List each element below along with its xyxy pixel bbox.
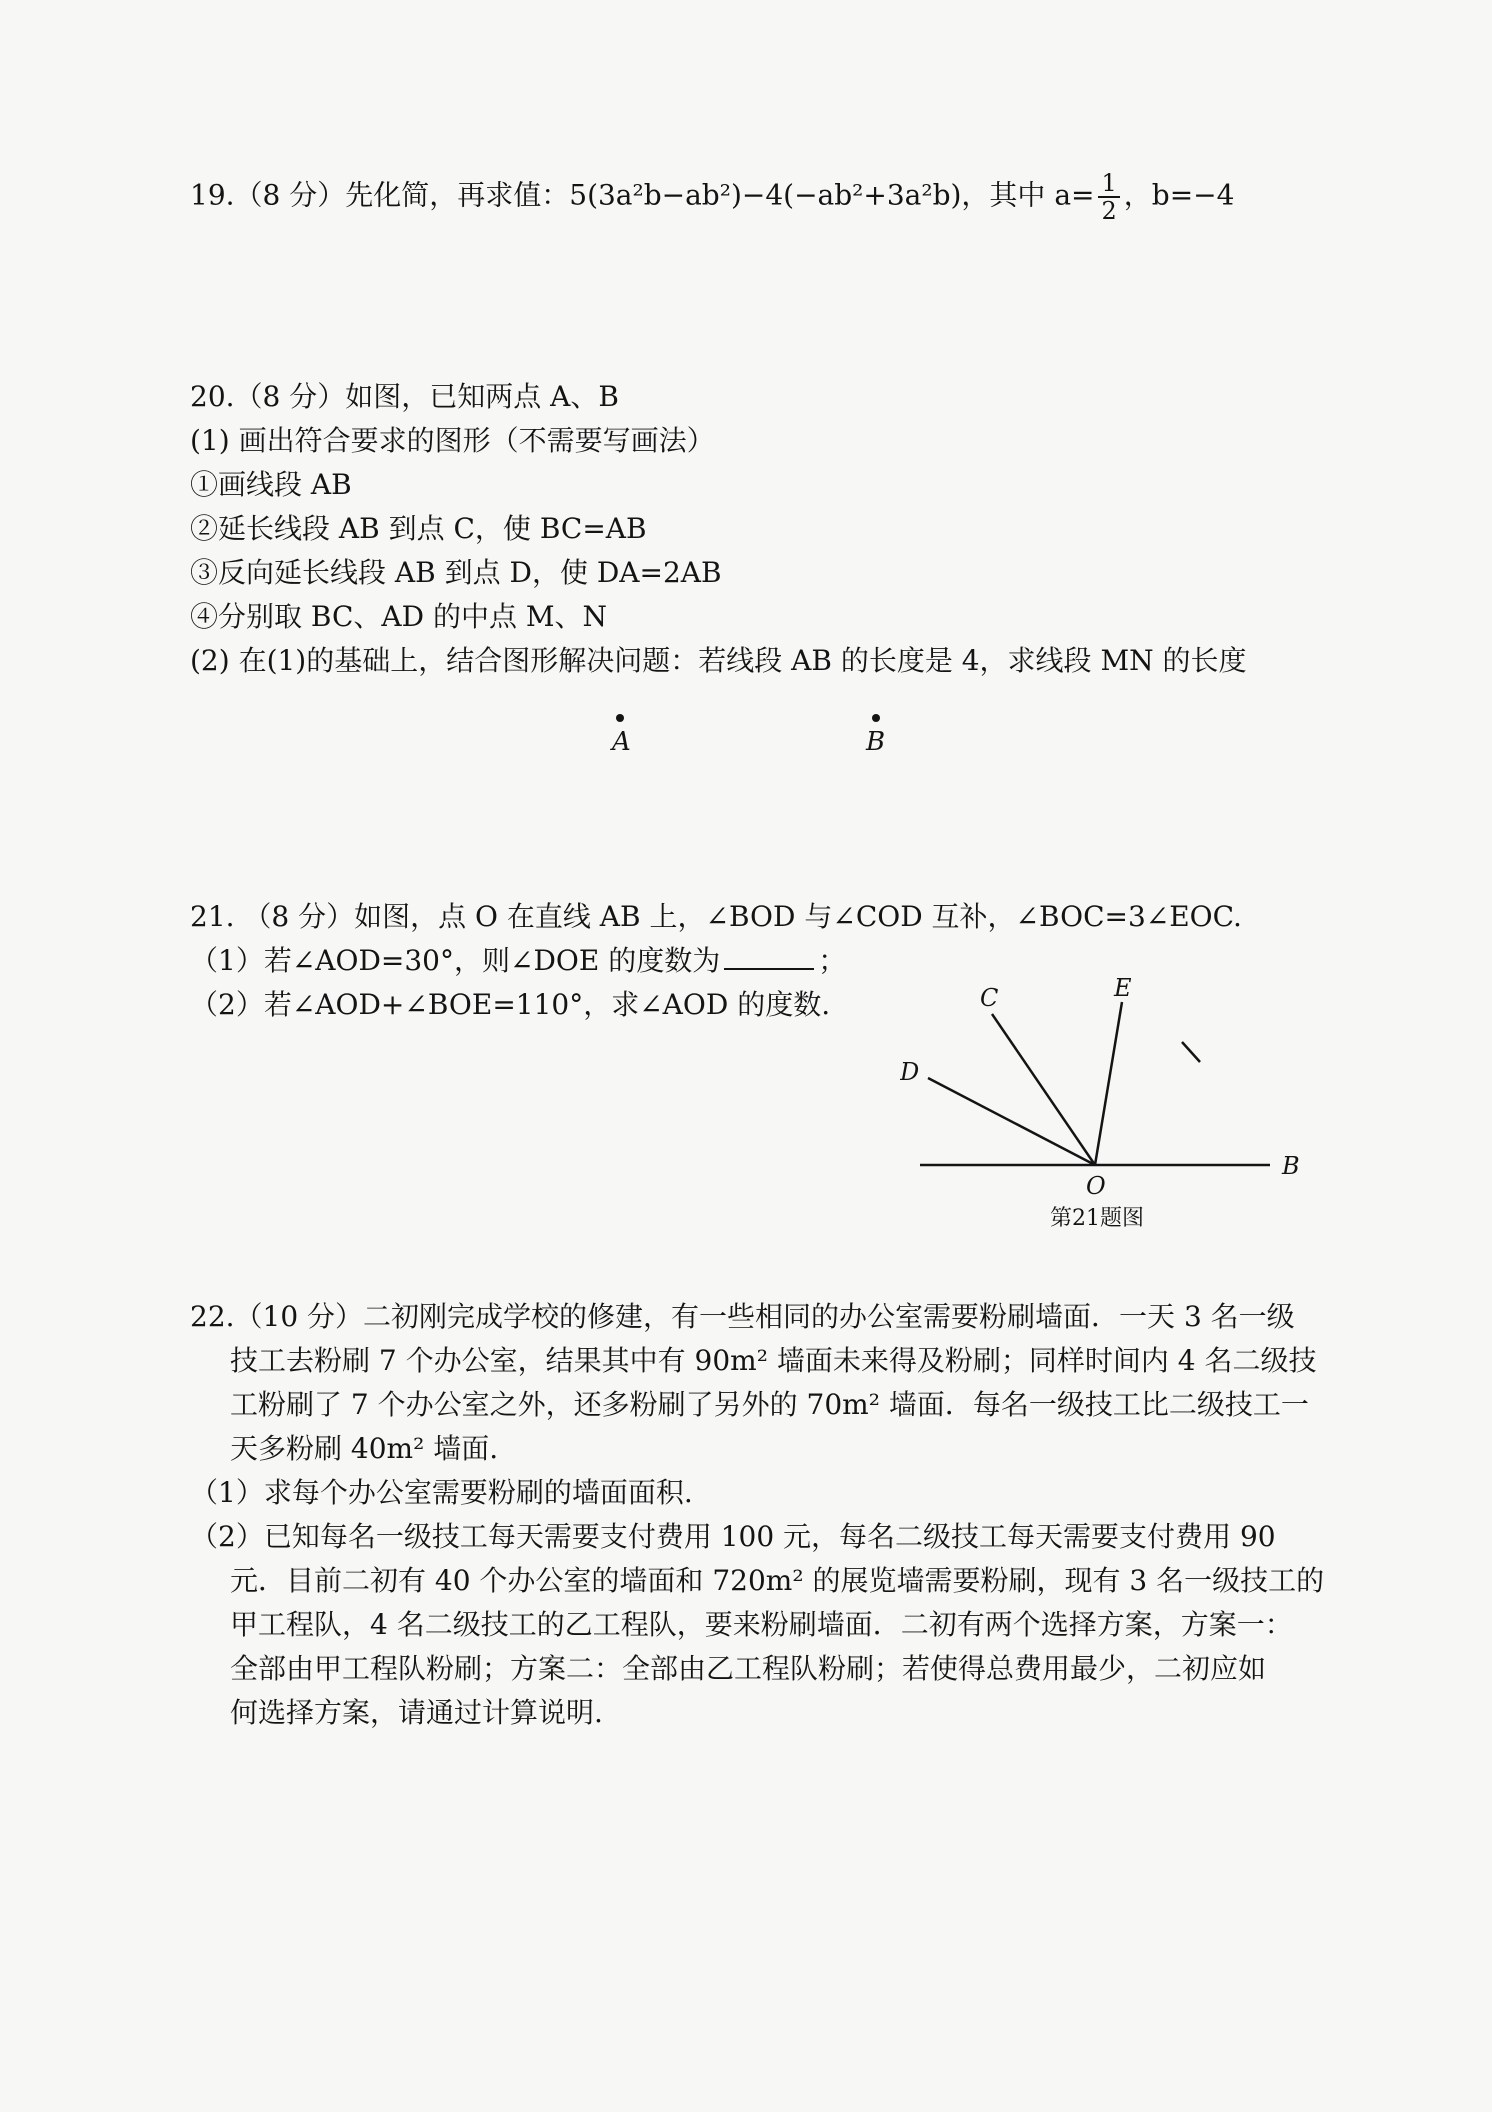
q20-part-2: (2) 在(1)的基础上，结合图形解决问题：若线段 AB 的长度是 4，求线段 MN 的长度 bbox=[190, 644, 1247, 677]
q22-part-2-line-5: 何选择方案，请通过计算说明. bbox=[230, 1696, 603, 1729]
q22-line-3: 工粉刷了 7 个办公室之外，还多粉刷了另外的 70m² 墙面．每名一级技工比二级技工一 bbox=[230, 1388, 1309, 1421]
q20-point-b-label: B bbox=[866, 727, 886, 757]
q20-point-a-label: A bbox=[612, 727, 631, 757]
q22-line-4: 天多粉刷 40m² 墙面. bbox=[230, 1432, 499, 1465]
q20-point-b-dot bbox=[872, 714, 880, 722]
q22-part-2-line-4: 全部由甲工程队粉刷；方案二：全部由乙工程队粉刷；若使得总费用最少，二初应如 bbox=[230, 1652, 1267, 1685]
q19-fraction-denominator: 2 bbox=[1101, 197, 1117, 225]
q19-fraction-numerator: 1 bbox=[1098, 170, 1119, 198]
question-20 bbox=[190, 375, 1340, 683]
q21-label-c: C bbox=[980, 984, 999, 1012]
q22-line-2: 技工去粉刷 7 个办公室，结果其中有 90m² 墙面未来得及粉刷；同样时间内 4 名二级技 bbox=[230, 1344, 1317, 1377]
q21-stray-mark bbox=[1182, 1042, 1200, 1062]
q20-part-1: (1) 画出符合要求的图形（不需要写画法） bbox=[190, 424, 715, 457]
q22-part-2-line-2: 元．目前二初有 40 个办公室的墙面和 720m² 的展览墙需要粉刷，现有 3 名一级技工的 bbox=[230, 1564, 1325, 1597]
q20-point-a-dot bbox=[616, 714, 624, 722]
q21-label-o: O bbox=[1086, 1172, 1106, 1200]
q21-label-b: B bbox=[1282, 1152, 1300, 1180]
q22-part-2-line-1: （2）已知每名一级技工每天需要支付费用 100 元，每名二级技工每天需要支付费用 90 bbox=[190, 1520, 1276, 1553]
q21-ray-oe bbox=[1095, 1002, 1122, 1165]
q19-label: 19.（8 分）先化简，再求值： bbox=[190, 178, 570, 212]
q22-part-1: （1）求每个办公室需要粉刷的墙面面积. bbox=[190, 1476, 693, 1509]
q22-line-1: 22.（10 分）二初刚完成学校的修建，有一些相同的办公室需要粉刷墙面．一天 3 名一级 bbox=[190, 1300, 1295, 1333]
q21-figure bbox=[900, 960, 1340, 1240]
q21-answer-blank bbox=[724, 940, 814, 970]
q20-title: 20.（8 分）如图，已知两点 A、B bbox=[190, 380, 619, 413]
question-22 bbox=[190, 1295, 1340, 1735]
q21-figure-caption: 第21题图 bbox=[1050, 1206, 1144, 1231]
q20-step-1: ①画线段 AB bbox=[190, 468, 352, 501]
q22-part-2-line-3: 甲工程队，4 名二级技工的乙工程队，要来粉刷墙面．二初有两个选择方案，方案一： bbox=[230, 1608, 1293, 1641]
q20-step-3: ③反向延长线段 AB 到点 D，使 DA=2AB bbox=[190, 556, 722, 589]
question-19 bbox=[190, 170, 1340, 224]
q21-part-1-end: ； bbox=[818, 944, 847, 977]
q20-step-2: ②延长线段 AB 到点 C，使 BC=AB bbox=[190, 512, 647, 545]
q20-step-4: ④分别取 BC、AD 的中点 M、N bbox=[190, 600, 608, 633]
q20-figure bbox=[560, 700, 960, 780]
q21-label-d: D bbox=[900, 1058, 920, 1086]
q19-expression: 5(3a²b−ab²)−4(−ab²+3a²b)，其中 a= bbox=[569, 178, 1095, 212]
q21-ray-od bbox=[928, 1078, 1095, 1165]
q19-fraction bbox=[1098, 170, 1119, 224]
q21-label-e: E bbox=[1114, 974, 1132, 1002]
q21-part-2: （2）若∠AOD+∠BOE=110°，求∠AOD 的度数. bbox=[190, 988, 831, 1021]
q21-ray-oc bbox=[992, 1014, 1095, 1165]
q21-part-1-text: （1）若∠AOD=30°，则∠DOE 的度数为 bbox=[190, 944, 721, 977]
q21-title: 21. （8 分）如图，点 O 在直线 AB 上，∠BOD 与∠COD 互补，∠BOC=3∠EOC. bbox=[190, 900, 1242, 933]
q19-tail: ，b=−4 bbox=[1123, 178, 1235, 212]
